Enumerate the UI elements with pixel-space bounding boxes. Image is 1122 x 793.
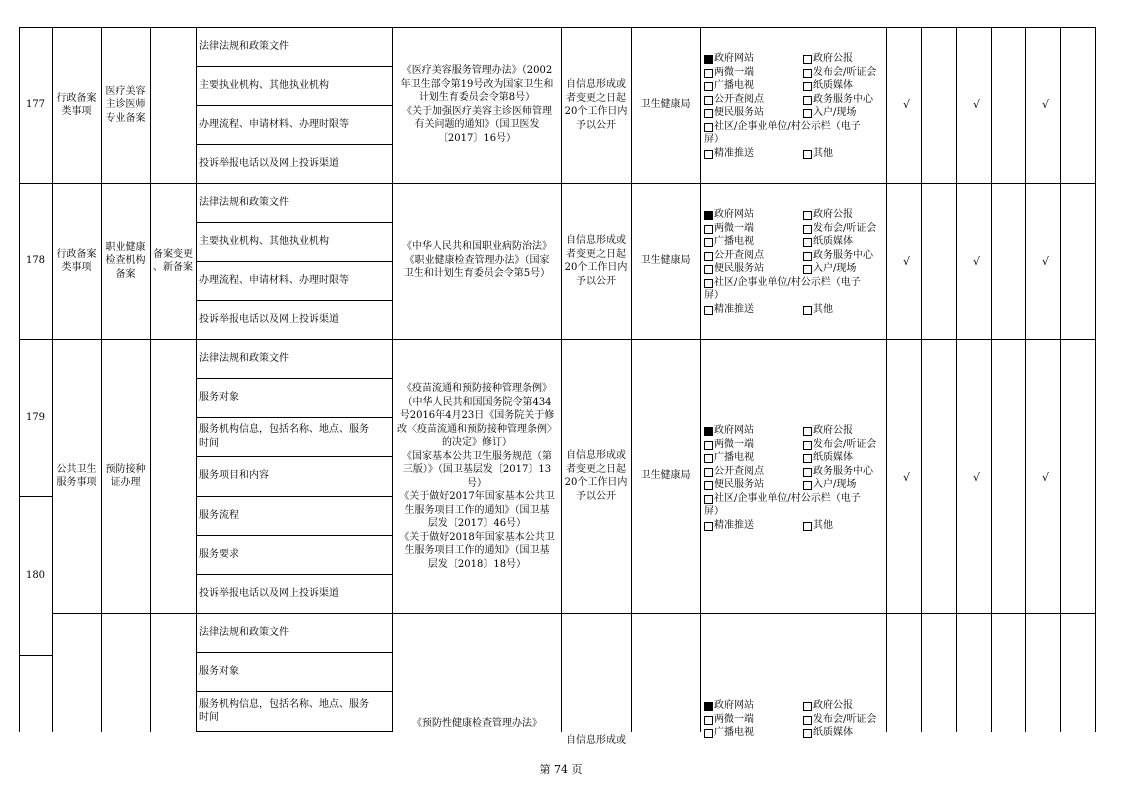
disclosure-item: 服务对象 (199, 391, 239, 403)
channel-label: 纸质媒体 (813, 452, 853, 463)
channel-checkbox-便民服务站[interactable] (704, 265, 713, 274)
row-category (52, 463, 101, 490)
row-category (52, 248, 101, 275)
channel-checkbox-precise-push[interactable] (704, 150, 713, 159)
channel-checkbox-便民服务站[interactable] (704, 481, 713, 490)
row-basis-line: 层发〔2017〕46号） (427, 518, 527, 529)
channel-checkbox-公开查阅点[interactable] (704, 96, 713, 105)
channel-checkbox-发布会/听证会[interactable] (803, 225, 812, 234)
row-time-limit-line: 自信息形成或 (566, 79, 626, 90)
row-basis-line: 年卫生部令第19号改为国家卫生和 (400, 78, 554, 90)
row-category-line: 类事项 (61, 262, 92, 273)
channel-community-label (704, 120, 861, 147)
row-basis (395, 382, 559, 571)
channel-label: 公开查阅点 (714, 465, 764, 477)
channel-checkbox-纸质媒体[interactable] (803, 729, 812, 738)
check-mark: √ (903, 98, 911, 111)
channel-checkbox-纸质媒体[interactable] (803, 82, 812, 91)
column-divider (956, 27, 957, 732)
channel-community-label-line: 屏） (704, 290, 724, 301)
check-mark: √ (1042, 471, 1050, 484)
row-basis-line: 《中华人民共和国职业病防治法》 (402, 241, 552, 252)
channel-label: 其他 (813, 147, 833, 159)
channel-checkbox-广播电视[interactable] (704, 238, 713, 247)
channel-label: 广播电视 (714, 80, 754, 91)
channel-checkbox-政务服务中心[interactable] (803, 96, 812, 105)
item-divider (196, 378, 393, 379)
row-time-limit-line: 自信息形成或 (566, 235, 626, 246)
item-divider (196, 496, 393, 497)
disclosure-item: 法律法规和政策文件 (199, 626, 289, 638)
channel-checkbox-other[interactable] (803, 306, 812, 315)
column-divider (1060, 27, 1061, 732)
channel-label: 纸质媒体 (813, 727, 853, 738)
column-divider (631, 27, 632, 732)
channel-checkbox-两微一端[interactable] (704, 225, 713, 234)
channel-label: 两微一端 (714, 713, 754, 725)
channel-checkbox-precise-push[interactable] (704, 522, 713, 531)
row-basis-line: 《职业健康检查管理办法》（国家 (404, 254, 550, 266)
channel-label: 政府公报 (813, 700, 853, 711)
channel-checkbox-发布会/听证会[interactable] (803, 441, 812, 450)
row-subject (101, 463, 150, 490)
item-divider (196, 456, 393, 457)
row-category-line: 公共卫生 (56, 463, 97, 475)
item-divider (196, 105, 393, 106)
row-category-line: 类事项 (61, 106, 92, 117)
channel-community-label (704, 492, 861, 519)
row-subject (101, 85, 150, 126)
row-sub-type-line: 、新备案 (153, 262, 193, 273)
channel-checkbox-政务服务中心[interactable] (803, 252, 812, 261)
channel-checkbox-community[interactable] (704, 279, 713, 288)
channel-checkbox-纸质媒体[interactable] (803, 238, 812, 247)
channel-checkbox-发布会/听证会[interactable] (803, 716, 812, 725)
table-top (19, 27, 1096, 28)
row-basis-line: 的决定》修订） (442, 437, 512, 448)
row-basis-line: 计划生育委员会令第8号） (418, 92, 536, 103)
channel-checkbox-便民服务站[interactable] (704, 109, 713, 118)
row-basis-line: 生服务项目工作的通知》（国卫基 (404, 504, 550, 516)
channel-label: 便民服务站 (714, 479, 764, 490)
disclosure-item: 服务要求 (199, 548, 239, 560)
disclosure-item: 服务流程 (199, 509, 239, 521)
row-number: 179 (25, 411, 46, 423)
row-subject-line: 证办理 (110, 477, 141, 488)
row-agency: 卫生健康局 (640, 470, 691, 482)
disclosure-item: 办理流程、申请材料、办理时限等 (199, 118, 349, 130)
row-subject-line: 专业备案 (105, 112, 146, 124)
channel-label: 政务服务中心 (813, 93, 873, 105)
channel-label: 精准推送 (714, 147, 754, 159)
disclosure-item: 法律法规和政策文件 (199, 40, 289, 52)
channel-label: 发布会/听证会 (813, 66, 877, 78)
channel-label: 精准推送 (714, 519, 754, 531)
channel-label: 其他 (813, 303, 833, 315)
row-time-limit-line: 20个工作日内 (564, 262, 628, 273)
check-mark: √ (1042, 255, 1050, 268)
row-time-limit (561, 449, 631, 503)
channel-label: 政务服务中心 (813, 249, 873, 261)
disclosure-item: 法律法规和政策文件 (199, 196, 289, 208)
channel-label: 入户/现场 (813, 479, 857, 490)
channel-label: 广播电视 (714, 727, 754, 738)
channel-checkbox-政府网站[interactable] (704, 427, 713, 436)
disclosure-item: 投诉举报电话以及网上投诉渠道 (199, 157, 339, 169)
row-subject (101, 241, 150, 282)
row-subject-line: 备案 (115, 268, 136, 280)
channel-label: 精准推送 (714, 303, 754, 315)
channel-checkbox-纸质媒体[interactable] (803, 454, 812, 463)
row-basis-line: （中华人民共和国国务院令第434 (402, 396, 552, 408)
page-number: 第 74 页 (539, 763, 583, 776)
check-mark: √ (973, 471, 981, 484)
channel-community-label-line: 社区/企事业单位/村公示栏（电子 (714, 276, 861, 288)
channel-checkbox-政府网站[interactable] (704, 55, 713, 64)
channel-checkbox-发布会/听证会[interactable] (803, 69, 812, 78)
channel-label: 政府网站 (714, 425, 754, 436)
item-divider (196, 261, 393, 262)
channel-checkbox-政府公报[interactable] (803, 55, 812, 64)
channel-label: 纸质媒体 (813, 236, 853, 247)
channel-checkbox-政府公报[interactable] (803, 702, 812, 711)
disclosure-item: 投诉举报电话以及网上投诉渠道 (199, 313, 339, 325)
channel-checkbox-入户/现场[interactable] (803, 481, 812, 490)
row-basis-line: 三版）》（国卫基层发〔2017〕13 (402, 464, 552, 475)
channel-community-label-line: 屏） (704, 506, 724, 517)
column-divider (700, 27, 701, 732)
channel-label: 广播电视 (714, 236, 754, 247)
channel-checkbox-两微一端[interactable] (704, 716, 713, 725)
column-divider (196, 27, 197, 732)
disclosure-item-line: 服务机构信息，包括名称、地点、服务 (199, 424, 369, 435)
channel-checkbox-广播电视[interactable] (704, 729, 713, 738)
disclosure-item: 服务对象 (199, 665, 239, 677)
channel-label: 政务服务中心 (813, 465, 873, 477)
item-divider (196, 691, 393, 692)
row-time-limit-line: 者变更之日起 (566, 248, 626, 260)
row-basis (395, 64, 559, 145)
row-time-limit (561, 78, 631, 132)
column-divider (1095, 27, 1096, 732)
row-basis-line: 〔2017〕16号） (437, 132, 517, 144)
row-agency: 卫生健康局 (640, 255, 691, 267)
row-subject-line: 医疗美容 (105, 85, 146, 97)
item-divider (196, 300, 393, 301)
row-basis: 《预防性健康检查管理办法》 (412, 718, 542, 729)
row-basis-line: 卫生和计划生育委员会令第5号） (403, 268, 551, 279)
channel-label: 入户/现场 (813, 263, 857, 274)
row-category-line: 行政备案 (56, 92, 97, 104)
item-divider (196, 535, 393, 536)
row-basis-line: 《国家基本公共卫生服务规范（第 (402, 450, 552, 462)
row-basis-line: 号） (467, 477, 487, 489)
disclosure-item: 主要执业机构、其他执业机构 (199, 235, 329, 247)
column-divider (150, 27, 151, 732)
channel-label: 便民服务站 (714, 107, 764, 118)
column-divider (886, 27, 887, 732)
item-divider (196, 144, 393, 145)
channel-label: 政府网站 (714, 209, 754, 220)
channel-checkbox-两微一端[interactable] (704, 69, 713, 78)
row-number: 177 (25, 99, 46, 111)
check-mark: √ (973, 98, 981, 111)
column-divider (921, 27, 922, 732)
channel-label: 其他 (813, 519, 833, 531)
channel-label: 公开查阅点 (714, 249, 764, 261)
row-sub-type (150, 248, 196, 275)
row-basis-line: 层发〔2018〕18号） (427, 558, 527, 570)
row-time-limit-line: 者变更之日起 (566, 92, 626, 104)
check-mark: √ (973, 255, 981, 268)
row-category (52, 92, 101, 119)
row-basis-line: 《关于做好2017年国家基本公共卫 (399, 491, 555, 502)
channel-checkbox-广播电视[interactable] (704, 82, 713, 91)
disclosure-item: 服务项目和内容 (199, 470, 269, 482)
row-agency: 卫生健康局 (640, 99, 691, 111)
column-divider (991, 27, 992, 732)
row-sub-type-line: 备案变更 (153, 248, 193, 260)
item-divider (196, 66, 393, 67)
column-divider (392, 27, 393, 731)
item-divider (196, 417, 393, 418)
channel-community-label-line: 社区/企事业单位/村公示栏（电子 (714, 492, 861, 504)
disclosure-item-line: 时间 (199, 712, 219, 723)
channel-label: 两微一端 (714, 222, 754, 234)
check-mark: √ (1042, 98, 1050, 111)
channel-community-label (704, 276, 861, 303)
column-divider (101, 27, 102, 732)
channel-label: 政府网站 (714, 700, 754, 711)
item-divider (196, 574, 393, 575)
row-basis-line: 号2016年4月23日《国务院关于修 (399, 410, 555, 421)
row-number-divider (19, 655, 53, 656)
row-basis-line: 《疫苗流通和预防接种管理条例》 (402, 383, 552, 394)
column-divider (19, 27, 20, 732)
channel-checkbox-community[interactable] (704, 495, 713, 504)
row-border (19, 339, 1096, 340)
row-number: 180 (25, 569, 46, 581)
row-time-limit-line: 20个工作日内 (564, 477, 628, 488)
row-basis (395, 240, 559, 281)
channel-checkbox-两微一端[interactable] (704, 441, 713, 450)
channel-community-label-line: 社区/企事业单位/村公示栏（电子 (714, 120, 861, 132)
row-time-limit-line: 20个工作日内 (564, 106, 628, 117)
channel-checkbox-community[interactable] (704, 123, 713, 132)
channel-label: 政府公报 (813, 425, 853, 436)
channel-checkbox-入户/现场[interactable] (803, 265, 812, 274)
row-time-limit-line: 予以公开 (576, 119, 616, 131)
row-border (19, 183, 1096, 184)
column-divider (1025, 27, 1026, 732)
check-mark: √ (903, 255, 911, 268)
channel-checkbox-政府网站[interactable] (704, 702, 713, 711)
row-time-limit-line: 自信息形成或 (566, 450, 626, 461)
channel-checkbox-广播电视[interactable] (704, 454, 713, 463)
row-basis-line: 《关于加强医疗美容主诊医师管理 (402, 105, 552, 117)
item-divider (196, 731, 393, 732)
disclosure-item: 投诉举报电话以及网上投诉渠道 (199, 587, 339, 599)
row-basis-line: 《关于做好2018年国家基本公共卫 (399, 531, 555, 543)
row-basis-line: 《医疗美容服务管理办法》（2002 (401, 65, 553, 76)
channel-checkbox-政务服务中心[interactable] (803, 468, 812, 477)
channel-label: 发布会/听证会 (813, 222, 877, 234)
channel-label: 入户/现场 (813, 107, 857, 118)
channel-checkbox-政府网站[interactable] (704, 211, 713, 220)
disclosure-item-line: 服务机构信息，包括名称、地点、服务 (199, 698, 369, 710)
channel-label: 广播电视 (714, 452, 754, 463)
channel-checkbox-precise-push[interactable] (704, 306, 713, 315)
channel-checkbox-公开查阅点[interactable] (704, 252, 713, 261)
channel-checkbox-公开查阅点[interactable] (704, 468, 713, 477)
channel-label: 政府公报 (813, 209, 853, 220)
channel-label: 发布会/听证会 (813, 438, 877, 450)
disclosure-item: 法律法规和政策文件 (199, 352, 289, 364)
channel-label: 政府网站 (714, 53, 754, 64)
row-time-limit-line: 予以公开 (576, 490, 616, 502)
row-subject-line: 职业健康 (105, 241, 146, 253)
channel-label: 发布会/听证会 (813, 713, 877, 725)
row-border (52, 613, 1096, 614)
channel-checkbox-政府公报[interactable] (803, 211, 812, 220)
disclosure-item-line: 时间 (199, 437, 219, 449)
row-time-limit-line: 予以公开 (576, 275, 616, 287)
row-category-line: 服务事项 (56, 477, 97, 488)
row-number: 178 (25, 255, 46, 267)
channel-checkbox-other[interactable] (803, 150, 812, 159)
channel-community-label-line: 屏） (704, 134, 724, 145)
check-mark: √ (903, 471, 911, 484)
row-number-divider (19, 496, 53, 497)
column-divider (52, 27, 53, 732)
row-subject-line: 预防接种 (105, 463, 146, 475)
channel-label: 纸质媒体 (813, 80, 853, 91)
row-basis-line: 改〈疫苗流通和预防接种管理条例〉 (397, 423, 557, 435)
row-basis-line: 生服务项目工作的通知》（国卫基 (404, 545, 550, 556)
channel-label: 两微一端 (714, 438, 754, 450)
column-divider (561, 27, 562, 732)
channel-label: 公开查阅点 (714, 93, 764, 105)
row-time-limit (561, 234, 631, 288)
channel-checkbox-入户/现场[interactable] (803, 109, 812, 118)
channel-label: 政府公报 (813, 53, 853, 64)
disclosure-item (199, 698, 369, 725)
row-basis-line: 有关问题的通知》（国卫医发 (414, 119, 540, 130)
channel-label: 便民服务站 (714, 263, 764, 274)
row-subject-line: 主诊医师 (105, 99, 146, 111)
channel-checkbox-政府公报[interactable] (803, 427, 812, 436)
disclosure-item: 主要执业机构、其他执业机构 (199, 79, 329, 91)
row-category-line: 行政备案 (56, 248, 97, 260)
row-time-limit-line: 者变更之日起 (566, 463, 626, 475)
disclosure-item: 办理流程、申请材料、办理时限等 (199, 274, 349, 286)
item-divider (196, 652, 393, 653)
row-subject-line: 检查机构 (105, 255, 146, 267)
row-time-limit: 自信息形成或 (566, 735, 626, 746)
disclosure-item (199, 423, 369, 450)
channel-checkbox-other[interactable] (803, 522, 812, 531)
channel-label: 两微一端 (714, 66, 754, 78)
item-divider (196, 222, 393, 223)
